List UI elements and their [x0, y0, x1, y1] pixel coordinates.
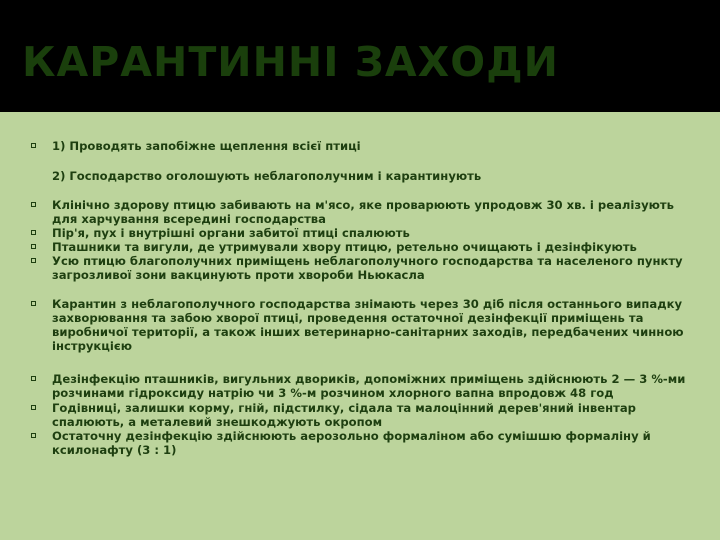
bullet-icon — [31, 376, 36, 381]
list-item: 1) Проводять запобіжне щеплення всієї птиці — [52, 139, 361, 153]
bullet-icon — [31, 433, 36, 438]
bullet-icon — [31, 143, 36, 148]
list-item: Дезінфекцію пташників, вигульних двориків, допоміжних приміщень здійснюють 2 — 3 %-ми розчинами гідроксиду натрію чи 3 %-м розчином хлорного вапна впродовж 48 год — [52, 372, 686, 400]
bullet-icon — [31, 244, 36, 249]
list-item: Годівниці, залишки корму, гній, підстилку, сідала та малоцінний дерев'яний інвентар спалюють, а металевий знешкоджують окропом — [52, 401, 636, 429]
bullet-icon — [31, 258, 36, 263]
bullet-icon — [31, 202, 36, 207]
list-item: Клінічно здорову птицю забивають на м'ясо, яке проварюють упродовж 30 хв. і реалізують для харчування всередині господарства — [52, 198, 674, 226]
bullet-icon — [31, 301, 36, 306]
bullet-icon — [31, 405, 36, 410]
slide-content — [0, 112, 720, 540]
slide-title: КАРАНТИННІ ЗАХОДИ — [22, 38, 559, 86]
list-item: Пір'я, пух і внутрішні органи забитої птиці спалюють — [52, 226, 410, 240]
list-item: Карантин з неблагополучного господарства знімають через 30 діб після останнього випадку захворювання та забою хворої птиці, проведення остаточної дезінфекції приміщень та виробничої території, а також інших ветеринарно-санітарних заходів, передбачених чинною інструкцією — [52, 297, 684, 353]
list-item: Пташники та вигули, де утримували хвору птицю, ретельно очищають і дезінфікують — [52, 240, 637, 254]
bullet-icon — [31, 230, 36, 235]
list-item: Остаточну дезінфекцію здійснюють аерозольно формаліном або сумішшю формаліну й ксилонафту (3 : 1) — [52, 429, 651, 457]
list-item: 2) Господарство оголошують неблагополучним і карантинують — [52, 169, 482, 183]
list-item: Усю птицю благополучних приміщень неблагополучного господарства та населеного пункту загрозливої зони вакцинують проти хвороби Ньюкасла — [52, 254, 683, 282]
